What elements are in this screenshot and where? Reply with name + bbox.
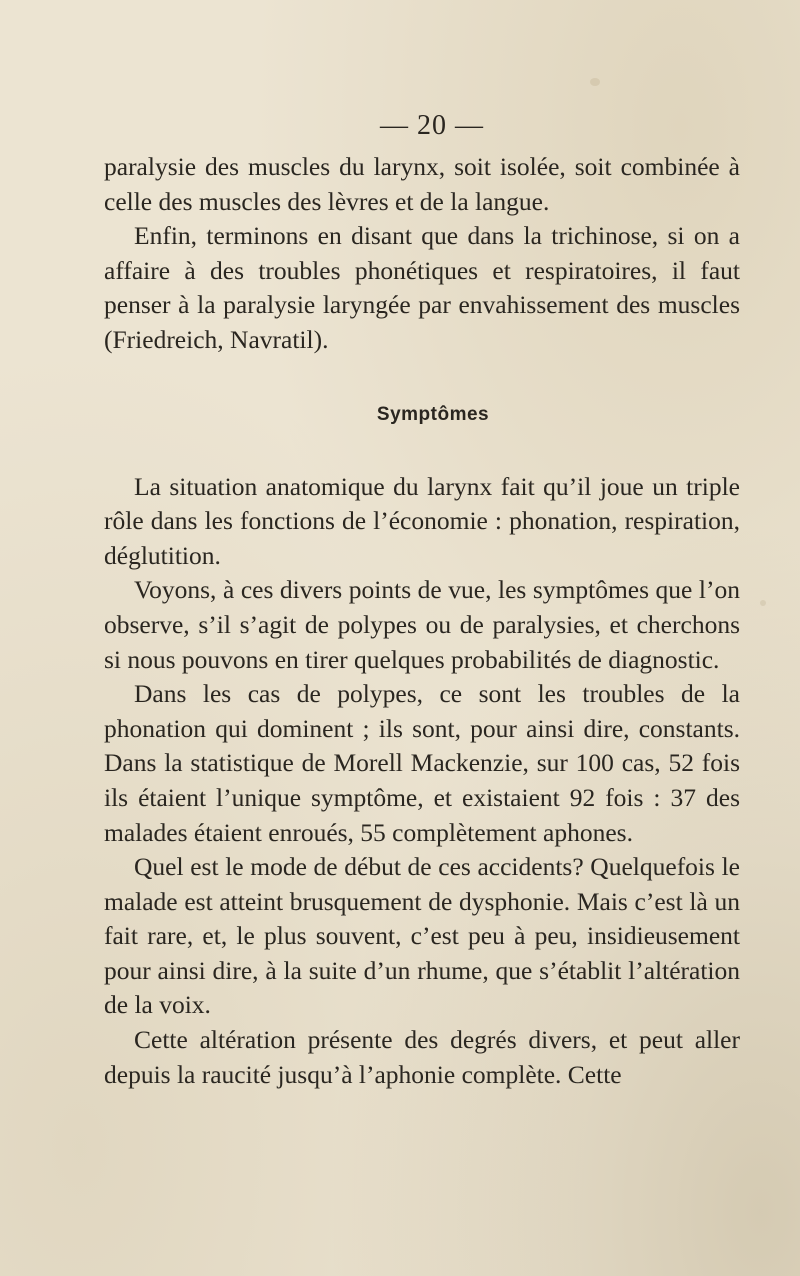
paragraph-polypes: Dans les cas de polypes, ce sont les troubles de la phonation qui dominent ; ils sont, pour ainsi dire, constants. Dans la statistique de Morell Mackenzie, sur 100 cas, 52 fois ils étaient l’unique symptôme, et existaient 92 fois : 37 des malades étaient enroués, 55 complètement aphones. bbox=[104, 679, 740, 847]
paragraph-anatomy: La situation anatomique du larynx fait qu’il joue un triple rôle dans les fonctions de l’économie : phonation, respiration, déglutition. bbox=[104, 471, 740, 570]
page-number: — 20 — bbox=[380, 110, 484, 141]
book-page bbox=[104, 108, 740, 1092]
paragraph-continued: paralysie des muscles du larynx, soit isolée, soit combinée à celle des muscles des lèvres et de la langue. bbox=[104, 152, 740, 216]
paper-stain bbox=[760, 600, 766, 606]
paragraph-trichinose: Enfin, terminons en disant que dans la trichinose, si on a affaire à des troubles phonétiques et respiratoires, il faut penser à la paralysie laryngée par envahissement des muscles (Friedreich, Navratil). bbox=[104, 221, 740, 354]
paragraph-viewpoints: Voyons, à ces divers points de vue, les symptômes que l’on observe, s’il s’agit de polypes ou de paralysies, et cherchons si nous pouvons en tirer quelques probabilités de diagnostic. bbox=[104, 575, 740, 674]
paper-stain bbox=[590, 78, 600, 86]
paragraph-alteration: Cette altération présente des degrés divers, et peut aller depuis la raucité jusqu’à l’aphonie complète. Cette bbox=[104, 1025, 740, 1089]
paragraph-onset: Quel est le mode de début de ces accidents? Quelquefois le malade est atteint brusquement de dysphonie. Mais c’est là un fait rare, et, le plus souvent, c’est peu à peu, insidieusement pour ainsi dire, à la suite d’un rhume, que s’établit l’altération de la voix. bbox=[104, 852, 740, 1020]
section-heading: Symptômes bbox=[376, 403, 490, 425]
